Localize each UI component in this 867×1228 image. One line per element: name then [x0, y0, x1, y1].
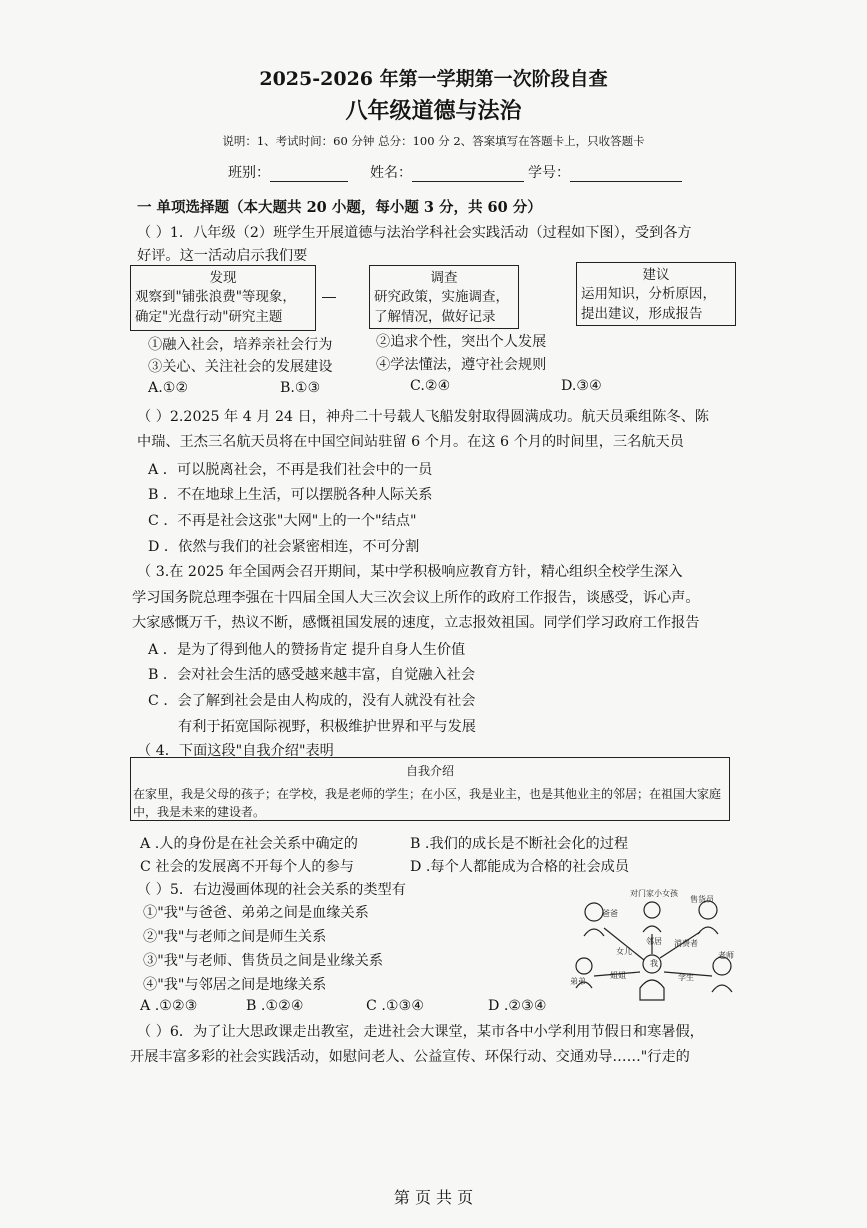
q4-option-d: D .每个人都能成为合格的社会成员	[410, 859, 630, 875]
cartoon-label: 我	[650, 959, 658, 968]
cartoon-label: 爸爸	[602, 909, 618, 918]
exam-title: 2025-2026 年第一学期第一次阶段自查	[259, 68, 608, 90]
box-title: 调查	[430, 270, 458, 286]
cartoon-label: 对门家小女孩	[630, 889, 678, 898]
q3-stem-line1: （ 3.在 2025 年全国两会召开期间，某中学积极响应教育方针，精心组织全校学生深入	[137, 564, 683, 580]
q1-option-c: C.②④	[410, 378, 451, 394]
cartoon-label: 女儿	[616, 947, 632, 956]
q2-option-b: B ．不在地球上生活，可以摆脱各种人际关系	[148, 487, 433, 503]
cartoon-label: 姐姐	[610, 971, 626, 980]
q5-statement-4: ④"我"与邻居之间是地缘关系	[143, 977, 327, 993]
q4-option-c: C 社会的发展离不开每个人的参与	[140, 859, 354, 875]
q2-stem-line2: 中瑞、王杰三名航天员将在中国空间站驻留 6 个月。在这 6 个月的时间里，三名航天员	[137, 434, 684, 450]
q1-stem-line1: （ ）1．八年级（2）班学生开展道德与法治学科社会实践活动（过程如下图），受到各方	[137, 225, 692, 241]
cartoon-label: 售货员	[690, 895, 714, 904]
q4-option-a: A .人的身份是在社会关系中确定的	[140, 836, 358, 852]
cartoon-label: 消费者	[674, 939, 698, 948]
q3-option-b: B ．会对社会生活的感受越来越丰富，自觉融入社会	[148, 667, 476, 683]
q1-statement-1: ①融入社会，培养亲社会行为	[148, 337, 333, 353]
q1-statement-2: ②追求个性，突出个人发展	[376, 334, 547, 350]
class-field	[228, 162, 348, 182]
q5-statement-2: ②"我"与老师之间是师生关系	[143, 929, 327, 945]
subject-title: 八年级道德与法治	[345, 98, 522, 124]
box-line: 运用知识，分析原因，	[581, 286, 716, 302]
q5-option-d: D .②③④	[488, 998, 547, 1014]
exam-instructions: 说明：1、考试时间：60 分钟 总分：100 分 2、答案填写在答题卡上，只收答题卡	[222, 134, 645, 148]
box-title: 发现	[209, 270, 237, 286]
self-intro-text: 在家里，我是父母的孩子；在学校，我是老师的学生；在小区，我是业主，也是其他业主的邻居；在祖国大家庭中，我是未来的建设者。	[133, 787, 722, 819]
q5-statement-3: ③"我"与老师、售货员之间是业缘关系	[143, 953, 384, 969]
q2-option-a: A ．可以脱离社会，不再是我们社会中的一员	[148, 462, 433, 478]
q3-option-d: 有利于拓宽国际视野，积极维护世界和平与发展	[178, 719, 476, 735]
box-line: 了解情况，做好记录	[374, 309, 496, 325]
q5-option-c: C .①③④	[366, 998, 425, 1014]
q1-box-investigate	[369, 265, 519, 329]
box-line: 研究政策，实施调查，	[374, 289, 509, 305]
page-footer: 第 页 共 页	[393, 1188, 474, 1207]
box-line: 确定"光盘行动"研究主题	[135, 309, 283, 325]
class-blank	[270, 167, 348, 182]
class-label: 班别：	[228, 165, 270, 181]
name-label: 姓名：	[370, 165, 412, 181]
q6-stem-line1: （ ）6．为了让大思政课走出教室，走进社会大课堂，某市各中小学利用节假日和寒暑假，	[137, 1024, 704, 1040]
box-title: 建议	[642, 267, 670, 283]
id-blank	[570, 167, 682, 182]
section-title: 一 单项选择题（本大题共 20 小题，每小题 3 分，共 60 分）	[137, 199, 542, 216]
flow-arrow	[322, 297, 336, 298]
box-line: 观察到"铺张浪费"等现象，	[135, 289, 296, 305]
q1-option-a: A.①②	[148, 380, 189, 396]
box-line: 提出建议，形成报告	[581, 306, 703, 322]
q1-option-d: D.③④	[561, 378, 602, 394]
name-blank	[412, 167, 524, 182]
q3-stem-line3: 大家感慨万千，热议不断，感慨祖国发展的速度，立志报效祖国。同学们学习政府工作报告	[132, 615, 700, 631]
q1-option-b: B.①③	[280, 380, 321, 396]
q3-stem-line2: 学习国务院总理李强在十四届全国人大三次会议上所作的政府工作报告，谈感受，诉心声。	[132, 590, 700, 606]
q2-option-d: D ．依然与我们的社会紧密相连，不可分割	[148, 539, 420, 555]
cartoon-label: 邻居	[646, 937, 662, 946]
student-id-field	[528, 162, 682, 182]
q1-box-suggest	[576, 262, 736, 326]
name-field	[370, 162, 524, 182]
q5-stem: （ ）5．右边漫画体现的社会关系的类型有	[137, 882, 406, 898]
q1-stem-line2: 好评。这一活动启示我们要	[137, 248, 308, 264]
q3-option-c: C ．会了解到社会是由人构成的，没有人就没有社会	[148, 693, 476, 709]
q2-option-c: C ．不再是社会这张"大网"上的一个"结点"	[148, 513, 417, 529]
q1-box-discover	[130, 265, 316, 331]
q1-statement-4: ④学法懂法，遵守社会规则	[376, 357, 547, 373]
cartoon-label: 老师	[718, 951, 734, 960]
q5-statement-1: ①"我"与爸爸、弟弟之间是血缘关系	[143, 905, 369, 921]
q5-option-b: B .①②④	[246, 998, 304, 1014]
self-intro-title: 自我介绍	[405, 764, 454, 778]
q2-stem-line1: （ ）2.2025 年 4 月 24 日，神舟二十号载人飞船发射取得圆满成功。航天员乘组陈冬、陈	[137, 409, 709, 425]
q4-stem: （ 4．下面这段"自我介绍"表明	[137, 743, 334, 759]
q1-statement-3: ③关心、关注社会的发展建设	[148, 359, 333, 375]
self-intro-box	[130, 757, 730, 821]
q5-option-a: A .①②③	[140, 998, 198, 1014]
id-label: 学号：	[528, 165, 570, 181]
cartoon-label: 弟弟	[570, 977, 586, 986]
q4-option-b: B .我们的成长是不断社会化的过程	[410, 836, 629, 852]
q3-option-a: A ．是为了得到他人的赞扬肯定 提升自身人生价值	[148, 642, 466, 658]
cartoon-label: 学生	[678, 973, 694, 982]
relationship-cartoon	[568, 888, 740, 1006]
q6-stem-line2: 开展丰富多彩的社会实践活动，如慰问老人、公益宣传、环保行动、交通劝导……"行走的	[130, 1049, 690, 1065]
